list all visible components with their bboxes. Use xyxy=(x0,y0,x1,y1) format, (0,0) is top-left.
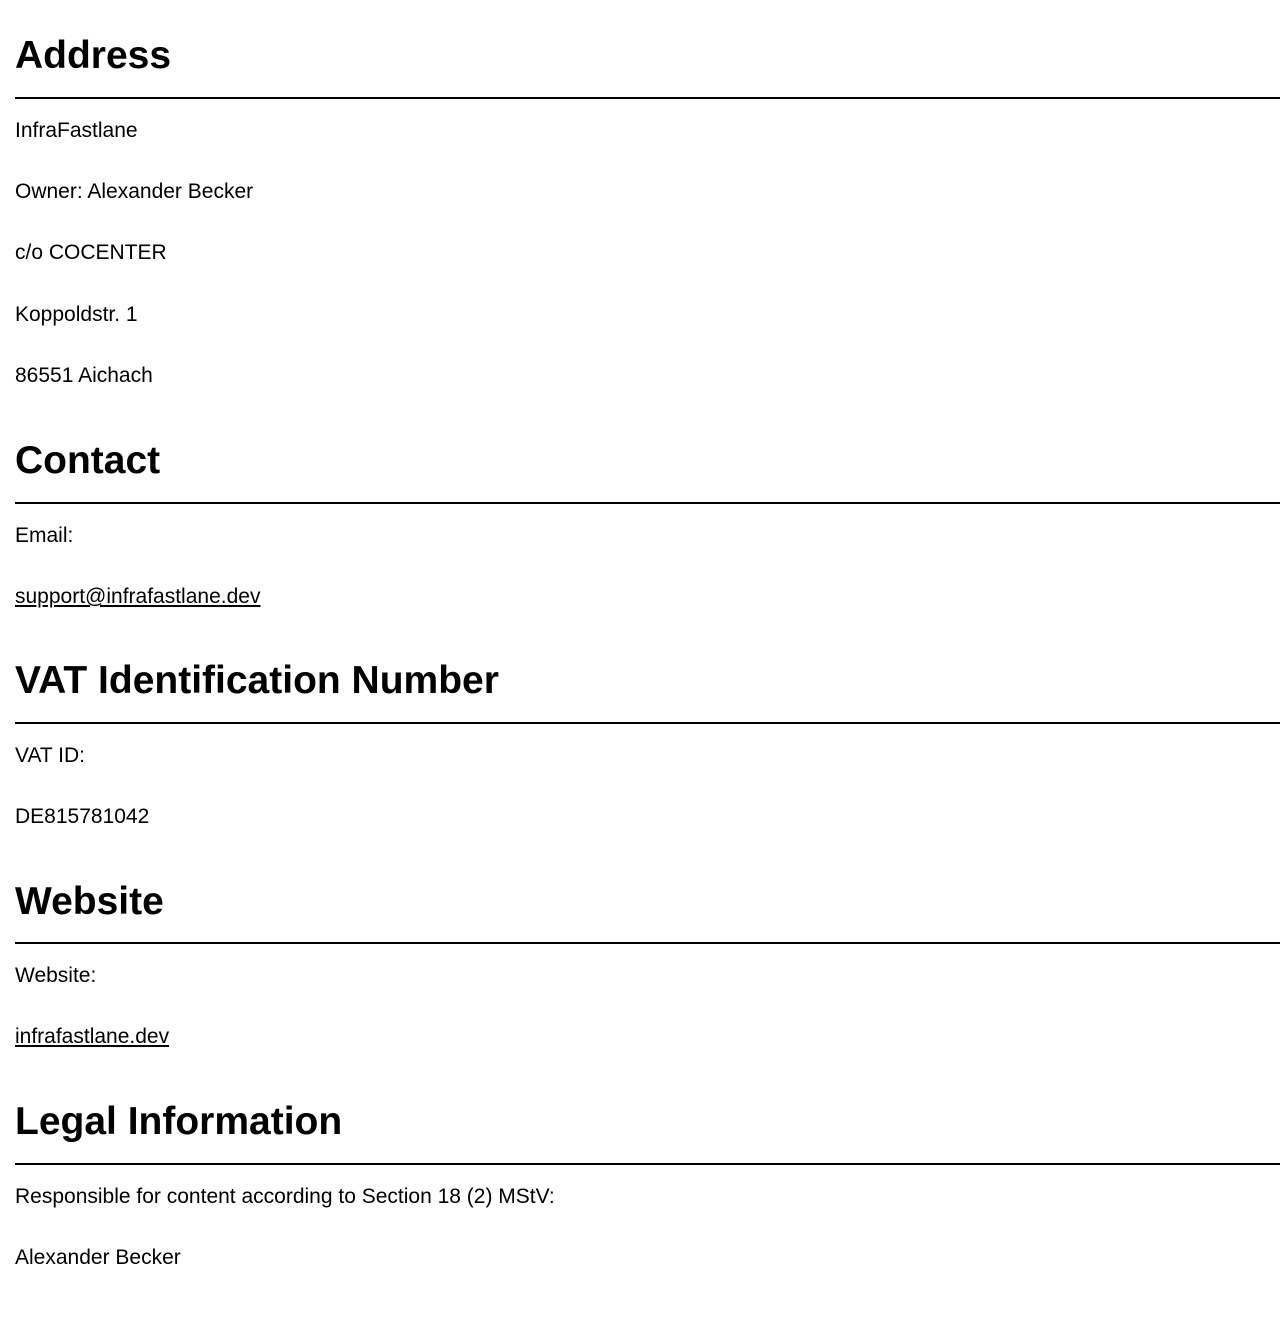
contact-divider xyxy=(15,502,1280,504)
email-line xyxy=(15,584,260,610)
address-owner: Owner: Alexander Becker xyxy=(15,180,254,203)
website-divider xyxy=(15,942,1280,944)
address-company: InfraFastlane xyxy=(15,119,138,142)
email-label: Email: xyxy=(15,524,74,547)
vat-value: DE815781042 xyxy=(15,805,150,828)
address-heading: Address xyxy=(15,34,172,77)
legal-heading: Legal Information xyxy=(15,1100,343,1143)
responsible-name: Alexander Becker xyxy=(15,1246,181,1269)
address-care-of: c/o COCENTER xyxy=(15,241,167,264)
website-label: Website: xyxy=(15,964,97,987)
website-link[interactable]: infrafastlane.dev xyxy=(15,1025,170,1048)
vat-divider xyxy=(15,722,1280,724)
website-line xyxy=(15,1024,169,1050)
website-heading: Website xyxy=(15,880,164,923)
email-link[interactable]: support@infrafastlane.dev xyxy=(15,585,261,608)
address-divider xyxy=(15,97,1280,99)
vat-heading: VAT Identification Number xyxy=(15,659,499,702)
vat-label: VAT ID: xyxy=(15,744,86,767)
address-city: 86551 Aichach xyxy=(15,364,153,387)
legal-divider xyxy=(15,1163,1280,1165)
contact-heading: Contact xyxy=(15,439,161,482)
address-street: Koppoldstr. 1 xyxy=(15,303,138,326)
responsible-label: Responsible for content according to Section 18 (2) MStV: xyxy=(15,1185,555,1208)
